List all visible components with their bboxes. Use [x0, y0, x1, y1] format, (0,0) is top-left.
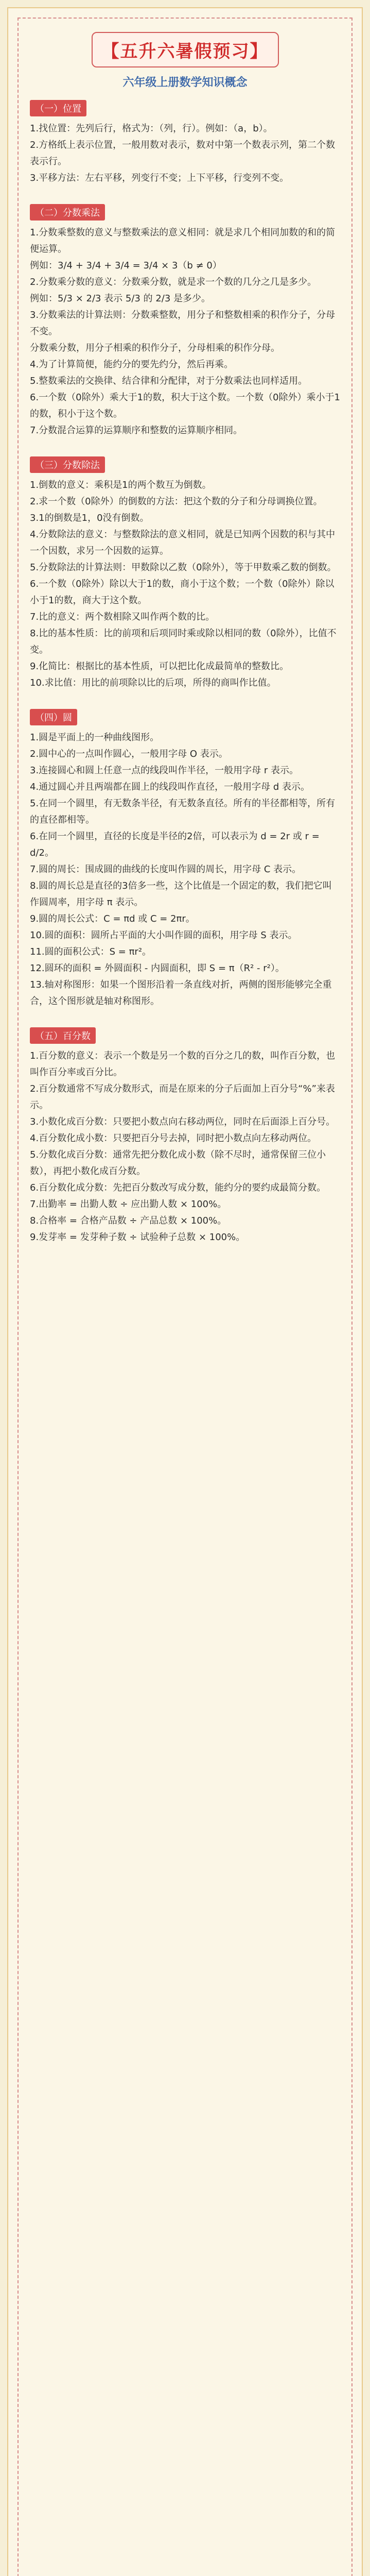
text-line: 3.1的倒数是1，0没有倒数。 — [30, 513, 149, 523]
section-percent — [30, 1022, 340, 1246]
page-title: 【五升六暑假预习】 — [92, 32, 279, 67]
text-line: 6.一个数（0除外）除以大于1的数，商小于这个数；一个数（0除外）除以小于1的数，商大于这个数。 — [30, 579, 334, 606]
section-label: （一）位置 — [30, 100, 86, 116]
text-line: 4.分数除法的意义：与整数除法的意义相同，就是已知两个因数的积与其中一个因数，求另一个因数的运算。 — [30, 529, 336, 556]
text-line: 1.圆是平面上的一种曲线图形。 — [30, 732, 160, 743]
text-line: 1.百分数的意义：表示一个数是另一个数的百分之几的数，叫作百分数，也叫作百分率或百分比。 — [30, 1050, 336, 1078]
text-line: 13.轴对称图形：如果一个图形沿着一条直线对折，两侧的图形能够完全重合，这个图形就是轴对称图形。 — [30, 979, 332, 1007]
text-line: 1.找位置：先列后行，格式为：（列，行）。例如：（a，b）。 — [30, 123, 273, 134]
text-line: 2.圆中心的一点叫作圆心，一般用字母 O 表示。 — [30, 749, 228, 759]
text-line: 2.百分数通常不写成分数形式，而是在原来的分子后面加上百分号“%”来表示。 — [30, 1083, 335, 1111]
page-subtitle: 六年级上册数学知识概念 — [122, 76, 248, 89]
section-position — [30, 95, 340, 187]
text-line: 8.合格率 = 合格产品数 ÷ 产品总数 × 100%。 — [30, 1215, 227, 1226]
text-line: 8.圆的周长总是直径的3倍多一些，这个比值是一个固定的数，我们把它叫作圆周率，用字母 π 表示。 — [30, 880, 332, 908]
text-line: 1.倒数的意义：乘积是1的两个数互为倒数。 — [30, 480, 212, 490]
spacer — [30, 691, 340, 704]
content-inner — [19, 19, 351, 1255]
text-line: 6.一个数（0除外）乘大于1的数，积大于这个数。一个数（0除外）乘小于1的数，积小于这个数。 — [30, 392, 340, 419]
text-line: 8.比的基本性质：比的前项和后项同时乘或除以相同的数（0除外），比值不变。 — [30, 628, 337, 655]
text-line: 9.圆的周长公式：C = πd 或 C = 2πr。 — [30, 913, 195, 924]
text-line: 10.求比值：用比的前项除以比的后项，所得的商叫作比值。 — [30, 677, 276, 688]
text-line: 2.方格纸上表示位置，一般用数对表示，数对中第一个数表示列，第二个数表示行。 — [30, 140, 336, 167]
text-line: 例如：5/3 × 2/3 表示 5/3 的 2/3 是多少。 — [30, 293, 211, 304]
section-label: （二）分数乘法 — [30, 204, 105, 221]
page — [7, 7, 363, 2576]
text-line: 分数乘分数，用分子相乘的积作分子，分母相乘的积作分母。 — [30, 343, 280, 353]
spacer — [30, 187, 340, 199]
text-line: 7.出勤率 = 出勤人数 ÷ 应出勤人数 × 100%。 — [30, 1199, 227, 1210]
text-line: 4.通过圆心并且两端都在圆上的线段叫作直径，一般用字母 d 表示。 — [30, 782, 310, 792]
content-frame — [17, 18, 353, 2576]
section-label: （五）百分数 — [30, 1027, 96, 1044]
text-line: 例如：3/4 + 3/4 + 3/4 = 3/4 × 3（b ≠ 0） — [30, 260, 222, 271]
text-line: 1.分数乘整数的意义与整数乘法的意义相同：就是求几个相同加数的和的简便运算。 — [30, 227, 336, 255]
section-label: （三）分数除法 — [30, 456, 105, 473]
text-line: 5.分数除法的计算法则：甲数除以乙数（0除外），等于甲数乘乙数的倒数。 — [30, 562, 337, 573]
text-line: 11.圆的面积公式：S = πr²。 — [30, 946, 152, 957]
text-line: 3.分数乘法的计算法则：分数乘整数，用分子和整数相乘的积作分子，分母不变。 — [30, 310, 336, 337]
text-line: 4.百分数化成小数：只要把百分号去掉，同时把小数点向左移动两位。 — [30, 1133, 317, 1144]
text-line: 4.为了计算简便，能约分的要先约分，然后再乘。 — [30, 359, 234, 370]
text-line: 2.求一个数（0除外）的倒数的方法：把这个数的分子和分母调换位置。 — [30, 496, 323, 507]
text-line: 5.在同一个圆里，有无数条半径，有无数条直径。所有的半径都相等，所有的直径都相等。 — [30, 798, 336, 825]
text-line: 3.小数化成百分数：只要把小数点向右移动两位，同时在后面添上百分号。 — [30, 1116, 336, 1127]
section-fraction-division — [30, 451, 340, 691]
spacer — [30, 439, 340, 451]
text-line: 3.连接圆心和圆上任意一点的线段叫作半径，一般用字母 r 表示。 — [30, 765, 299, 776]
text-line: 9.发芽率 = 发芽种子数 ÷ 试验种子总数 × 100%。 — [30, 1232, 245, 1243]
text-line: 5.分数化成百分数：通常先把分数化成小数（除不尽时，通常保留三位小数），再把小数化成百分数。 — [30, 1149, 326, 1177]
text-line: 12.圆环的面积 = 外圆面积 - 内圆面积，即 S = π（R² - r²）。 — [30, 963, 285, 974]
text-line: 6.百分数化成分数：先把百分数改写成分数，能约分的要约成最简分数。 — [30, 1182, 326, 1193]
spacer — [30, 1010, 340, 1022]
section-circle — [30, 704, 340, 1010]
section-fraction-multiplication — [30, 199, 340, 439]
text-line: 2.分数乘分数的意义：分数乘分数，就是求一个数的几分之几是多少。 — [30, 277, 317, 287]
text-line: 3.平移方法：左右平移，列变行不变；上下平移，行变列不变。 — [30, 173, 289, 183]
text-line: 5.整数乘法的交换律、结合律和分配律，对于分数乘法也同样适用。 — [30, 376, 308, 386]
text-line: 10.圆的面积：圆所占平面的大小叫作圆的面积，用字母 S 表示。 — [30, 930, 297, 941]
text-line: 6.在同一个圆里，直径的长度是半径的2倍，可以表示为 d = 2r 或 r = d/2。 — [30, 831, 323, 858]
section-label: （四）圆 — [30, 709, 77, 725]
title-wrap — [30, 32, 340, 67]
text-line: 7.圆的周长：围成圆的曲线的长度叫作圆的周长，用字母 C 表示。 — [30, 864, 302, 875]
text-line: 9.化简比：根据比的基本性质，可以把比化成最简单的整数比。 — [30, 661, 289, 672]
text-line: 7.分数混合运算的运算顺序和整数的运算顺序相同。 — [30, 425, 243, 436]
text-line: 7.比的意义：两个数相除又叫作两个数的比。 — [30, 612, 215, 622]
